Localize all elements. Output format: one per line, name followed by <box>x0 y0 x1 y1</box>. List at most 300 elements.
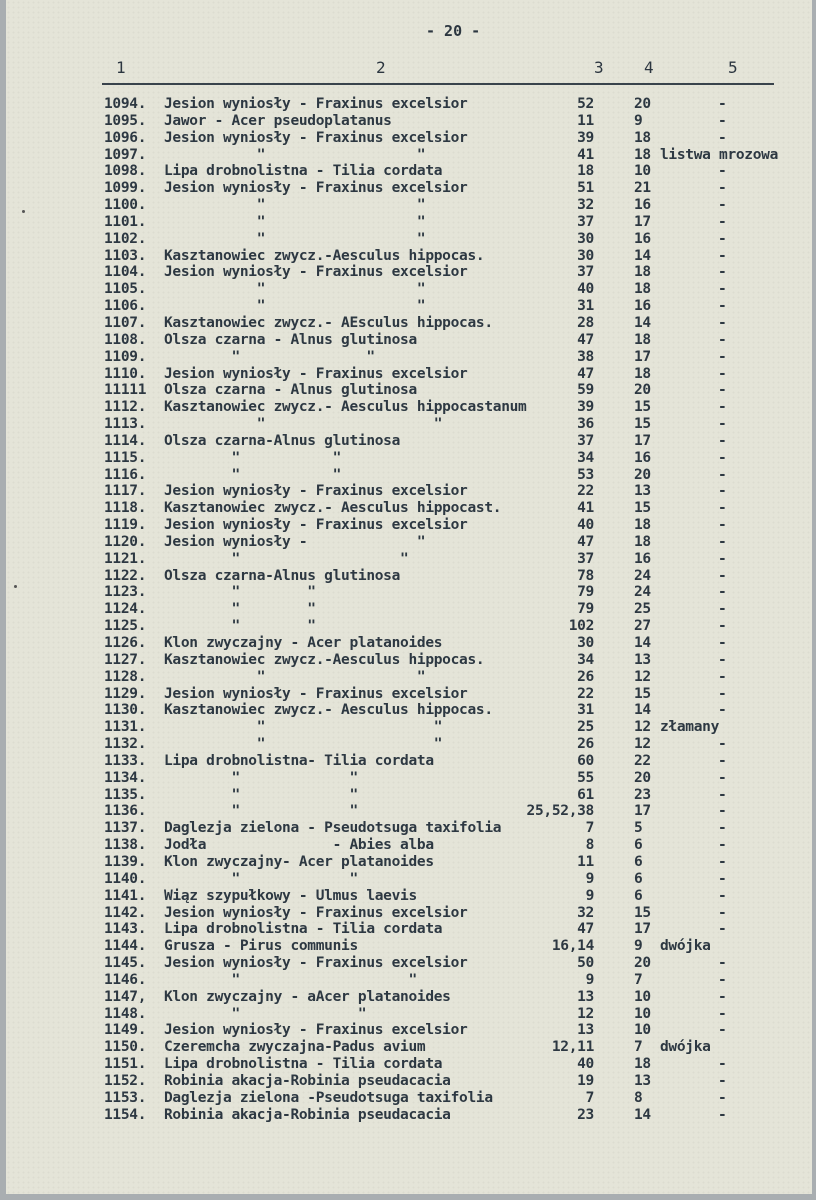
height-value: 6 <box>634 870 643 887</box>
list-item <box>6 905 816 922</box>
list-item <box>6 534 816 551</box>
circumference-value: 40 <box>577 281 594 298</box>
species-name: Olsza czarna - Alnus glutinosa <box>164 382 417 399</box>
row-number: 1131. <box>104 719 147 736</box>
height-value: 21 <box>634 180 651 197</box>
circumference-value: 12 <box>577 1005 594 1022</box>
row-number: 11111 <box>104 382 147 399</box>
remarks: - <box>718 197 727 214</box>
row-number: 1141. <box>104 887 147 904</box>
circumference-value: 9 <box>585 971 594 988</box>
remarks: - <box>718 449 727 466</box>
height-value: 20 <box>634 96 651 112</box>
row-number: 1097. <box>104 146 147 163</box>
list-item <box>6 1090 816 1107</box>
row-number: 1153. <box>104 1089 147 1106</box>
height-value: 18 <box>634 146 651 163</box>
height-value: 27 <box>634 618 651 635</box>
list-item <box>6 483 816 500</box>
remarks: - <box>718 264 727 281</box>
remarks: - <box>718 921 727 938</box>
height-value: 16 <box>634 298 651 315</box>
circumference-value: 78 <box>577 567 594 584</box>
species-name: Jesion wyniosły - Fraxinus excelsior <box>164 517 468 534</box>
list-item <box>6 332 816 349</box>
height-value: 20 <box>634 955 651 972</box>
species-name: Olsza czarna - Alnus glutinosa <box>164 331 417 348</box>
remarks: - <box>718 786 727 803</box>
circumference-value: 9 <box>585 887 594 904</box>
species-name: " " <box>164 466 342 483</box>
circumference-value: 52 <box>577 96 594 112</box>
height-value: 6 <box>634 887 643 904</box>
list-item <box>6 281 816 298</box>
list-item <box>6 517 816 534</box>
circumference-value: 37 <box>577 550 594 567</box>
list-item <box>6 635 816 652</box>
height-value: 24 <box>634 584 651 601</box>
list-item <box>6 1022 816 1039</box>
height-value: 10 <box>634 988 651 1005</box>
species-name: Czeremcha zwyczajna-Padus avium <box>164 1039 426 1056</box>
list-item <box>6 450 816 467</box>
remarks: - <box>718 331 727 348</box>
height-value: 25 <box>634 601 651 618</box>
height-value: 6 <box>634 837 643 854</box>
row-number: 1115. <box>104 449 147 466</box>
row-number: 1128. <box>104 668 147 685</box>
remarks: - <box>718 213 727 230</box>
species-name: " " <box>164 601 316 618</box>
remarks: - <box>718 298 727 315</box>
remarks: - <box>718 1072 727 1089</box>
list-item <box>6 113 816 130</box>
height-value: 18 <box>634 281 651 298</box>
height-value: 24 <box>634 567 651 584</box>
remarks: - <box>718 668 727 685</box>
height-value: 10 <box>634 1022 651 1039</box>
species-name: Wiąz szypułkowy - Ulmus laevis <box>164 887 417 904</box>
species-name: Grusza - Pirus communis <box>164 938 358 955</box>
row-number: 1099. <box>104 180 147 197</box>
circumference-value: 22 <box>577 483 594 500</box>
remarks: - <box>718 281 727 298</box>
height-value: 14 <box>634 1106 651 1123</box>
height-value: 14 <box>634 247 651 264</box>
row-number: 1144. <box>104 938 147 955</box>
height-value: 18 <box>634 1056 651 1073</box>
circumference-value: 37 <box>577 432 594 449</box>
remarks: - <box>718 416 727 433</box>
species-name: Lipa drobnolistna - Tilia cordata <box>164 921 443 938</box>
circumference-value: 30 <box>577 230 594 247</box>
species-name: " " <box>164 146 426 163</box>
list-item <box>6 787 816 804</box>
circumference-value: 9 <box>585 870 594 887</box>
circumference-value: 47 <box>577 533 594 550</box>
row-number: 1101. <box>104 213 147 230</box>
circumference-value: 79 <box>577 584 594 601</box>
height-value: 17 <box>634 213 651 230</box>
remarks: - <box>718 752 727 769</box>
species-name: " " <box>164 870 358 887</box>
height-value: 12 <box>634 719 651 736</box>
species-name: " " <box>164 213 426 230</box>
species-name: " " <box>164 230 426 247</box>
species-name: Robinia akacja-Robinia pseudacacia <box>164 1106 451 1123</box>
list-item <box>6 551 816 568</box>
row-number: 1120. <box>104 533 147 550</box>
row-number: 1100. <box>104 197 147 214</box>
height-value: 13 <box>634 651 651 668</box>
circumference-value: 26 <box>577 736 594 753</box>
row-number: 1094. <box>104 96 147 112</box>
document-page <box>6 0 812 1194</box>
height-value: 8 <box>634 1089 643 1106</box>
remarks: - <box>718 988 727 1005</box>
height-value: 18 <box>634 517 651 534</box>
remarks: - <box>718 1106 727 1123</box>
species-name: Jesion wyniosły - Fraxinus excelsior <box>164 96 468 112</box>
row-number: 1114. <box>104 432 147 449</box>
height-value: 7 <box>634 971 643 988</box>
remarks: - <box>718 1056 727 1073</box>
row-number: 1103. <box>104 247 147 264</box>
remarks: - <box>718 635 727 651</box>
species-name: " " <box>164 769 358 786</box>
remarks: - <box>718 500 727 517</box>
height-value: 17 <box>634 432 651 449</box>
list-item <box>6 130 816 147</box>
row-number: 1112. <box>104 399 147 416</box>
circumference-value: 30 <box>577 247 594 264</box>
list-item <box>6 1107 816 1124</box>
list-item <box>6 601 816 618</box>
circumference-value: 26 <box>577 668 594 685</box>
list-item <box>6 618 816 635</box>
list-item <box>6 500 816 517</box>
remarks: - <box>718 163 727 180</box>
species-name: Olsza czarna-Alnus glutinosa <box>164 432 401 449</box>
row-number: 1126. <box>104 635 147 651</box>
height-value: 10 <box>634 163 651 180</box>
height-value: 17 <box>634 803 651 820</box>
species-name: Lipa drobnolistna - Tilia cordata <box>164 163 443 180</box>
row-number: 1138. <box>104 837 147 854</box>
list-item <box>6 298 816 315</box>
row-number: 1123. <box>104 584 147 601</box>
remarks: - <box>718 466 727 483</box>
height-value: 12 <box>634 668 651 685</box>
height-value: 13 <box>634 1072 651 1089</box>
remarks: - <box>718 769 727 786</box>
remarks: - <box>718 399 727 416</box>
row-number: 1148. <box>104 1005 147 1022</box>
height-value: 13 <box>634 483 651 500</box>
species-name: Lipa drobnolistna- Tilia cordata <box>164 752 434 769</box>
row-number: 1151. <box>104 1056 147 1073</box>
row-number: 1137. <box>104 820 147 837</box>
list-item <box>6 163 816 180</box>
list-item <box>6 467 816 484</box>
row-number: 1152. <box>104 1072 147 1089</box>
circumference-value: 25 <box>577 719 594 736</box>
species-name: Kasztanowiec zwycz.- Aesculus hippocast. <box>164 500 502 517</box>
list-item <box>6 399 816 416</box>
height-value: 20 <box>634 466 651 483</box>
remarks: - <box>718 618 727 635</box>
circumference-value: 41 <box>577 146 594 163</box>
remarks: - <box>718 853 727 870</box>
remarks: - <box>718 601 727 618</box>
species-name: " " <box>164 786 358 803</box>
circumference-value: 47 <box>577 921 594 938</box>
circumference-value: 8 <box>585 837 594 854</box>
remarks: - <box>718 1022 727 1039</box>
remarks: - <box>718 112 727 129</box>
remarks: - <box>718 129 727 146</box>
row-number: 1117. <box>104 483 147 500</box>
species-name: Klon zwyczajny - Acer platanoides <box>164 635 443 651</box>
remarks: - <box>718 904 727 921</box>
height-value: 17 <box>634 921 651 938</box>
circumference-value: 11 <box>577 112 594 129</box>
circumference-value: 7 <box>585 1089 594 1106</box>
circumference-value: 22 <box>577 685 594 702</box>
remarks: - <box>718 584 727 601</box>
remarks: - <box>718 247 727 264</box>
remarks: - <box>718 702 727 719</box>
species-name: Jesion wyniosły - Fraxinus excelsior <box>164 904 468 921</box>
row-number: 1105. <box>104 281 147 298</box>
height-value: 18 <box>634 264 651 281</box>
list-item <box>6 197 816 214</box>
row-number: 1132. <box>104 736 147 753</box>
circumference-value: 50 <box>577 955 594 972</box>
list-item <box>6 96 816 113</box>
height-value: 5 <box>634 820 643 837</box>
height-value: 15 <box>634 500 651 517</box>
species-name: " " <box>164 197 426 214</box>
height-value: 16 <box>634 230 651 247</box>
remarks: - <box>718 567 727 584</box>
row-number: 1134. <box>104 769 147 786</box>
species-name: Daglezja zielona - Pseudotsuga taxifolia <box>164 820 502 837</box>
list-item <box>6 803 816 820</box>
species-name: Jesion wyniosły - Fraxinus excelsior <box>164 180 468 197</box>
circumference-value: 102 <box>568 618 594 635</box>
height-value: 22 <box>634 752 651 769</box>
list-item <box>6 416 816 433</box>
list-item <box>6 264 816 281</box>
circumference-value: 30 <box>577 635 594 651</box>
remarks: - <box>718 685 727 702</box>
list-item <box>6 702 816 719</box>
height-value: 20 <box>634 382 651 399</box>
row-number: 1113. <box>104 416 147 433</box>
list-item <box>6 366 816 383</box>
list-item <box>6 719 816 736</box>
circumference-value: 28 <box>577 314 594 331</box>
circumference-value: 36 <box>577 416 594 433</box>
height-value: 16 <box>634 449 651 466</box>
circumference-value: 59 <box>577 382 594 399</box>
list-item <box>6 433 816 450</box>
column-header-4: 4 <box>644 58 654 77</box>
list-item <box>6 989 816 1006</box>
row-number: 1142. <box>104 904 147 921</box>
row-number: 1116. <box>104 466 147 483</box>
list-item <box>6 349 816 366</box>
row-number: 1102. <box>104 230 147 247</box>
height-value: 18 <box>634 533 651 550</box>
circumference-value: 13 <box>577 1022 594 1039</box>
remarks: - <box>718 803 727 820</box>
circumference-value: 18 <box>577 163 594 180</box>
height-value: 15 <box>634 685 651 702</box>
row-number: 1143. <box>104 921 147 938</box>
row-number: 1154. <box>104 1106 147 1123</box>
list-item <box>6 315 816 332</box>
column-header-1: 1 <box>116 58 126 77</box>
remarks: - <box>718 1089 727 1106</box>
circumference-value: 55 <box>577 769 594 786</box>
list-item <box>6 568 816 585</box>
height-value: 18 <box>634 129 651 146</box>
circumference-value: 7 <box>585 820 594 837</box>
circumference-value: 51 <box>577 180 594 197</box>
list-item <box>6 214 816 231</box>
remarks: - <box>718 820 727 837</box>
list-item <box>6 921 816 938</box>
remarks: - <box>718 955 727 972</box>
species-name: Klon zwyczajny- Acer platanoides <box>164 853 434 870</box>
circumference-value: 53 <box>577 466 594 483</box>
row-number: 1135. <box>104 786 147 803</box>
species-name: Kasztanowiec zwycz.- Aesculus hippocas. <box>164 702 493 719</box>
circumference-value: 47 <box>577 331 594 348</box>
species-name: Jesion wyniosły - Fraxinus excelsior <box>164 129 468 146</box>
row-number: 1125. <box>104 618 147 635</box>
circumference-value: 34 <box>577 651 594 668</box>
row-number: 1145. <box>104 955 147 972</box>
height-value: 9 <box>634 112 643 129</box>
row-number: 1149. <box>104 1022 147 1039</box>
row-number: 1140. <box>104 870 147 887</box>
circumference-value: 23 <box>577 1106 594 1123</box>
species-name: Jesion wyniosły - " <box>164 533 426 550</box>
species-name: " " <box>164 449 342 466</box>
row-number: 1106. <box>104 298 147 315</box>
height-value: 18 <box>634 331 651 348</box>
species-name: Jesion wyniosły - Fraxinus excelsior <box>164 365 468 382</box>
list-item <box>6 231 816 248</box>
circumference-value: 47 <box>577 365 594 382</box>
remarks: - <box>718 1005 727 1022</box>
row-number: 1110. <box>104 365 147 382</box>
list-item <box>6 1073 816 1090</box>
height-value: 23 <box>634 786 651 803</box>
remarks: - <box>718 736 727 753</box>
species-name: Lipa drobnolistna - Tilia cordata <box>164 1056 443 1073</box>
row-number: 1147, <box>104 988 147 1005</box>
height-value: 15 <box>634 399 651 416</box>
list-item <box>6 1056 816 1073</box>
circumference-value: 61 <box>577 786 594 803</box>
height-value: 6 <box>634 853 643 870</box>
species-name: Kasztanowiec zwycz.-Aesculus hippocas. <box>164 247 485 264</box>
species-name: " " <box>164 668 426 685</box>
height-value: 20 <box>634 769 651 786</box>
species-name: Jesion wyniosły - Fraxinus excelsior <box>164 685 468 702</box>
remarks: - <box>718 483 727 500</box>
circumference-value: 31 <box>577 298 594 315</box>
circumference-value: 38 <box>577 348 594 365</box>
list-item <box>6 584 816 601</box>
column-header-2: 2 <box>376 58 386 77</box>
remarks: - <box>718 651 727 668</box>
circumference-value: 34 <box>577 449 594 466</box>
remarks: - <box>718 180 727 197</box>
circumference-value: 37 <box>577 213 594 230</box>
species-name: " " <box>164 736 443 753</box>
list-item <box>6 837 816 854</box>
remarks: - <box>718 96 727 112</box>
row-number: 1150. <box>104 1039 147 1056</box>
circumference-value: 32 <box>577 904 594 921</box>
height-value: 14 <box>634 314 651 331</box>
remarks: - <box>718 432 727 449</box>
row-number: 1122. <box>104 567 147 584</box>
remarks: złamany <box>660 719 720 736</box>
species-name: Olsza czarna-Alnus glutinosa <box>164 567 401 584</box>
row-number: 1129. <box>104 685 147 702</box>
circumference-value: 32 <box>577 197 594 214</box>
row-number: 1146. <box>104 971 147 988</box>
height-value: 17 <box>634 348 651 365</box>
row-number: 1107. <box>104 314 147 331</box>
species-name: " " <box>164 584 316 601</box>
height-value: 7 <box>634 1039 643 1056</box>
list-item <box>6 736 816 753</box>
list-item <box>6 180 816 197</box>
species-name: " " <box>164 618 316 635</box>
list-item <box>6 972 816 989</box>
row-number: 1096. <box>104 129 147 146</box>
circumference-value: 37 <box>577 264 594 281</box>
list-item <box>6 938 816 955</box>
row-number: 1095. <box>104 112 147 129</box>
circumference-value: 40 <box>577 517 594 534</box>
height-value: 15 <box>634 416 651 433</box>
circumference-value: 12,11 <box>551 1039 594 1056</box>
species-name: Kasztanowiec zwycz.-Aesculus hippocas. <box>164 651 485 668</box>
list-item <box>6 686 816 703</box>
list-item <box>6 871 816 888</box>
species-name: " " <box>164 348 375 365</box>
species-name: Jesion wyniosły - Fraxinus excelsior <box>164 483 468 500</box>
species-name: Jesion wyniosły - Fraxinus excelsior <box>164 1022 468 1039</box>
column-header-5: 5 <box>728 58 738 77</box>
species-name: " " <box>164 416 443 433</box>
circumference-value: 13 <box>577 988 594 1005</box>
height-value: 9 <box>634 938 643 955</box>
species-name: " " <box>164 803 358 820</box>
list-item <box>6 669 816 686</box>
header-rule <box>102 83 774 85</box>
remarks: - <box>718 365 727 382</box>
circumference-value: 60 <box>577 752 594 769</box>
